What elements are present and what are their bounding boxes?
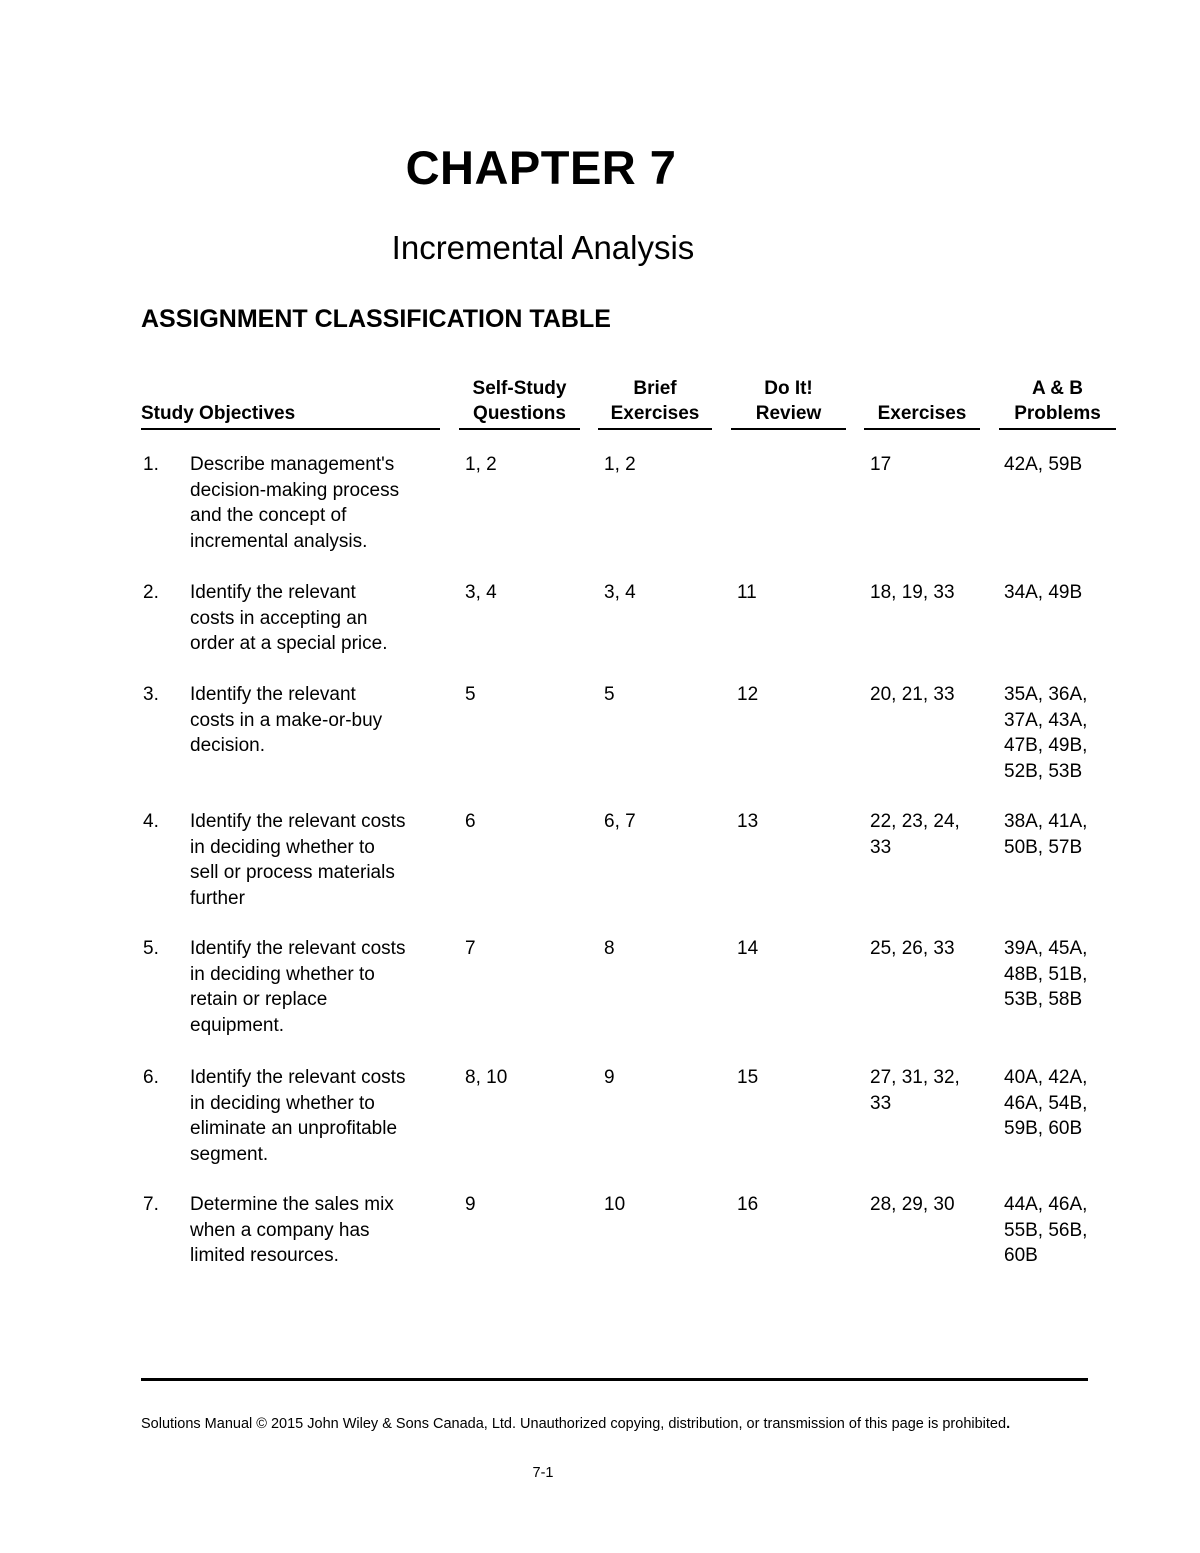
header-study-objectives-line2: Study Objectives <box>141 403 296 424</box>
objective-cell-line: segment. <box>190 1143 269 1165</box>
self-study-cell-line: 6 <box>465 811 476 832</box>
problems-cell <box>1004 580 1082 606</box>
header-study-objectives <box>141 376 440 430</box>
objective-number: 4. <box>143 811 159 832</box>
objective-cell-line: Identify the relevant costs <box>190 1067 406 1088</box>
problems-cell-line: 59B, 60B <box>1004 1118 1083 1139</box>
self-study-cell-line: 5 <box>465 684 476 705</box>
self-study-cell-line: 7 <box>465 938 476 959</box>
problems-cell-line: 35A, 36A, <box>1004 684 1088 705</box>
problems-cell <box>1004 452 1082 478</box>
problems-cell-line: 34A, 49B <box>1004 582 1083 603</box>
section-heading: ASSIGNMENT CLASSIFICATION TABLE <box>141 305 611 333</box>
brief-exercises-cell-line: 3, 4 <box>604 582 636 603</box>
objective-cell-line: Describe management's <box>190 454 395 475</box>
objective-number: 2. <box>143 582 159 603</box>
objective-cell <box>190 682 382 759</box>
brief-exercises-cell <box>604 809 636 835</box>
exercises-cell-line: 25, 26, 33 <box>870 938 955 959</box>
header-exercises-line2: Exercises <box>877 403 967 424</box>
self-study-cell <box>465 809 476 835</box>
header-do-it-review <box>731 376 846 430</box>
problems-cell-line: 42A, 59B <box>1004 454 1083 475</box>
page-number: 7-1 <box>532 1465 554 1481</box>
objective-cell-line: decision. <box>190 735 265 756</box>
exercises-cell <box>870 580 955 606</box>
exercises-cell <box>870 809 960 860</box>
do-it-review-cell <box>737 682 758 708</box>
objective-cell <box>190 1065 405 1167</box>
do-it-review-cell-line: 16 <box>737 1194 759 1215</box>
objective-cell-line: equipment. <box>190 1014 285 1036</box>
problems-cell <box>1004 1065 1087 1142</box>
problems-cell <box>1004 1192 1087 1269</box>
problems-cell-line: 40A, 42A, <box>1004 1067 1088 1088</box>
problems-cell-line: 44A, 46A, <box>1004 1194 1088 1215</box>
objective-cell <box>190 452 399 554</box>
objective-cell-line: Identify the relevant <box>190 684 356 705</box>
brief-exercises-cell-line: 9 <box>604 1067 615 1088</box>
problems-cell <box>1004 936 1087 1013</box>
header-brief-line2: Exercises <box>610 403 700 424</box>
do-it-review-cell-line: 13 <box>737 811 759 832</box>
exercises-cell-line: 33 <box>870 1092 892 1114</box>
self-study-cell <box>465 1192 476 1218</box>
self-study-cell <box>465 580 497 606</box>
self-study-cell <box>465 1065 507 1091</box>
self-study-cell <box>465 682 476 708</box>
objective-cell <box>190 1192 394 1269</box>
exercises-cell <box>870 682 955 708</box>
chapter-title: CHAPTER 7 <box>405 141 677 194</box>
problems-cell-line: 50B, 57B <box>1004 836 1083 858</box>
do-it-review-cell <box>737 809 758 835</box>
header-brief-exercises <box>598 376 712 430</box>
problems-cell-line: 46A, 54B, <box>1004 1092 1088 1114</box>
self-study-cell-line: 3, 4 <box>465 582 497 603</box>
exercises-cell <box>870 452 891 478</box>
do-it-review-cell <box>737 1192 758 1218</box>
brief-exercises-cell-line: 6, 7 <box>604 811 636 832</box>
brief-exercises-cell <box>604 1065 615 1091</box>
self-study-cell-line: 8, 10 <box>465 1067 508 1088</box>
exercises-cell-line: 33 <box>870 836 892 858</box>
problems-cell-line: 48B, 51B, <box>1004 963 1088 985</box>
objective-cell-line: in deciding whether to <box>190 963 375 985</box>
problems-cell-line: 52B, 53B <box>1004 760 1083 782</box>
problems-cell-line: 39A, 45A, <box>1004 938 1088 959</box>
exercises-cell-line: 20, 21, 33 <box>870 684 955 705</box>
header-ab-line2: Problems <box>1014 403 1101 424</box>
exercises-cell <box>870 1065 960 1116</box>
objective-cell-line: limited resources. <box>190 1245 339 1266</box>
objective-cell-line: Identify the relevant costs <box>190 811 406 832</box>
brief-exercises-cell-line: 5 <box>604 684 615 705</box>
self-study-cell-line: 1, 2 <box>465 454 497 475</box>
exercises-cell <box>870 936 955 962</box>
brief-exercises-cell-line: 1, 2 <box>604 454 636 475</box>
objective-cell-line: Identify the relevant <box>190 582 356 603</box>
objective-cell-line: eliminate an unprofitable <box>190 1118 398 1139</box>
self-study-cell-line: 9 <box>465 1194 476 1215</box>
brief-exercises-cell <box>604 580 636 606</box>
do-it-review-cell <box>737 936 758 962</box>
exercises-cell-line: 27, 31, 32, <box>870 1067 960 1088</box>
footer-copyright-text: Solutions Manual © 2015 John Wiley & Sons Canada, Ltd. Unauthorized copying, distribution, or transmission of this page is prohibited <box>141 1416 1007 1432</box>
objective-number: 6. <box>143 1067 159 1088</box>
exercises-cell-line: 22, 23, 24, <box>870 811 960 832</box>
header-do-it-line1: Do It! <box>764 378 813 399</box>
problems-cell-line: 60B <box>1004 1245 1038 1266</box>
problems-cell-line: 37A, 43A, <box>1004 709 1088 731</box>
objective-cell-line: Identify the relevant costs <box>190 938 406 959</box>
do-it-review-cell <box>737 1065 758 1091</box>
exercises-cell-line: 28, 29, 30 <box>870 1194 955 1215</box>
objective-number: 5. <box>143 938 159 959</box>
objective-cell-line: order at a special price. <box>190 633 388 654</box>
brief-exercises-cell <box>604 452 636 478</box>
header-study-objectives-line1 <box>141 376 440 401</box>
objective-cell-line: Determine the sales mix <box>190 1194 394 1215</box>
self-study-cell <box>465 452 497 478</box>
objective-cell-line: incremental analysis. <box>190 530 368 552</box>
objective-number: 7. <box>143 1194 159 1215</box>
do-it-review-cell-line: 14 <box>737 938 759 959</box>
do-it-review-cell-line: 11 <box>737 582 757 603</box>
footer-rule <box>141 1378 1088 1381</box>
header-exercises-line1 <box>864 376 980 401</box>
brief-exercises-cell <box>604 1192 625 1218</box>
objective-cell <box>190 580 388 657</box>
objective-cell-line: retain or replace <box>190 989 328 1010</box>
header-self-study-line1: Self-Study <box>472 378 567 399</box>
brief-exercises-cell <box>604 936 615 962</box>
header-self-study-line2: Questions <box>473 403 566 424</box>
objective-cell-line: costs in a make-or-buy <box>190 709 383 731</box>
brief-exercises-cell <box>604 682 615 708</box>
objective-cell-line: further <box>190 887 245 909</box>
objective-cell <box>190 936 405 1038</box>
header-ab-line1: A & B <box>1031 378 1084 399</box>
brief-exercises-cell-line: 8 <box>604 938 615 959</box>
header-brief-line1: Brief <box>633 378 677 399</box>
footer-copyright <box>141 1416 1010 1432</box>
problems-cell <box>1004 682 1087 784</box>
exercises-cell-line: 18, 19, 33 <box>870 582 955 603</box>
footer-period: . <box>1006 1416 1011 1432</box>
header-ab-problems <box>999 376 1116 430</box>
header-exercises <box>864 376 980 430</box>
objective-cell-line: when a company has <box>190 1219 370 1241</box>
do-it-review-cell-line: 15 <box>737 1067 759 1088</box>
objective-cell-line: costs in accepting an <box>190 607 368 629</box>
objective-cell-line: sell or process materials <box>190 862 395 883</box>
do-it-review-cell-line: 12 <box>737 684 759 705</box>
problems-cell-line: 53B, 58B <box>1004 989 1083 1010</box>
exercises-cell-line: 17 <box>870 454 892 475</box>
header-do-it-line2: Review <box>755 403 822 424</box>
objective-cell-line: and the concept of <box>190 505 347 526</box>
objective-cell <box>190 809 405 911</box>
objective-cell-line: in deciding whether to <box>190 836 375 858</box>
objective-number: 3. <box>143 684 159 705</box>
brief-exercises-cell-line: 10 <box>604 1194 626 1215</box>
exercises-cell <box>870 1192 955 1218</box>
header-self-study-questions <box>459 376 580 430</box>
problems-cell-line: 55B, 56B, <box>1004 1219 1088 1241</box>
do-it-review-cell <box>737 580 757 606</box>
objective-number: 1. <box>143 454 159 475</box>
self-study-cell <box>465 936 476 962</box>
objective-cell-line: in deciding whether to <box>190 1092 375 1114</box>
problems-cell-line: 38A, 41A, <box>1004 811 1088 832</box>
chapter-subtitle: Incremental Analysis <box>391 229 695 266</box>
problems-cell-line: 47B, 49B, <box>1004 735 1088 756</box>
objective-cell-line: decision-making process <box>190 479 400 501</box>
problems-cell <box>1004 809 1087 860</box>
